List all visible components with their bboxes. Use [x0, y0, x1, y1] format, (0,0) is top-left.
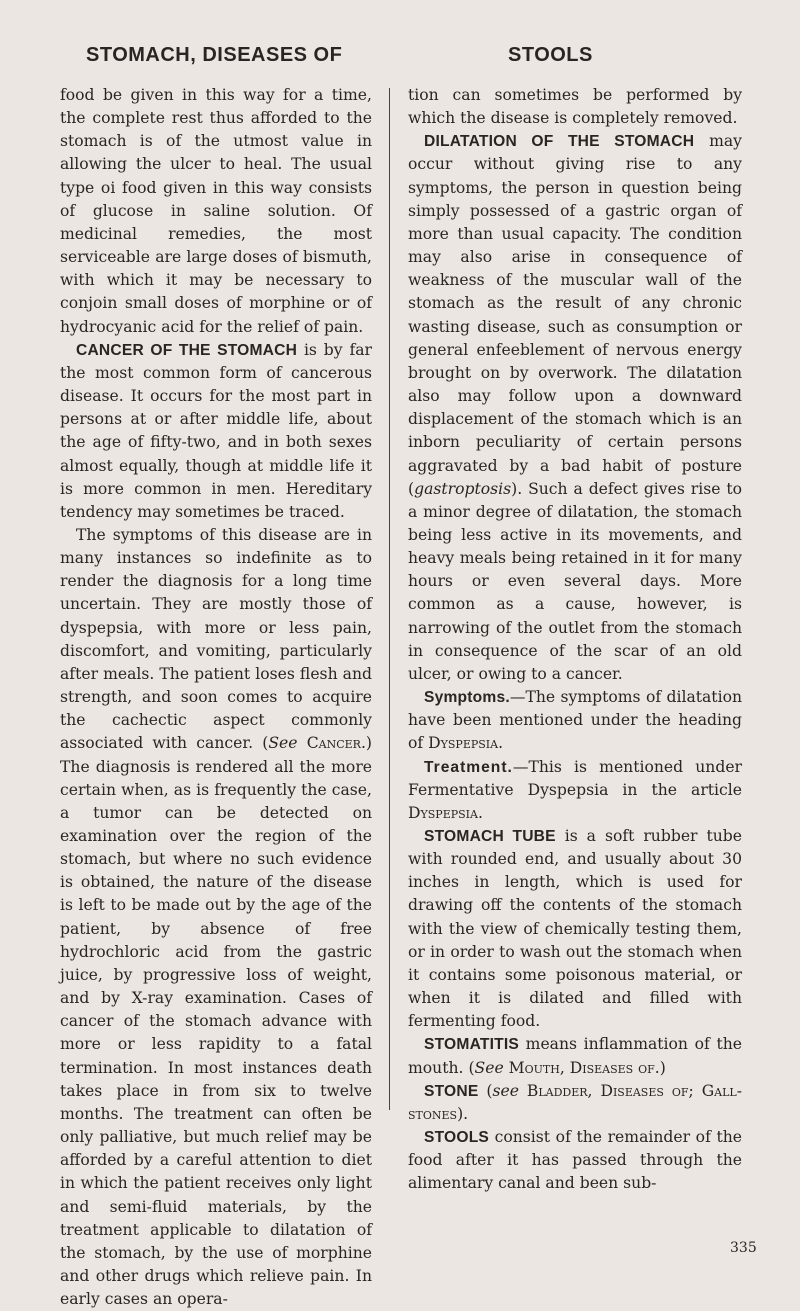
- entry-cancer-of-the-stomach: [60, 339, 372, 524]
- entry-stomatitis: [408, 1033, 742, 1079]
- entry-heading-stone: STONE: [424, 1082, 479, 1100]
- punctuation: ).: [457, 1104, 469, 1123]
- entry-dilatation-of-the-stomach: [408, 130, 742, 686]
- right-column: [408, 84, 742, 1196]
- see-label: See: [268, 734, 298, 753]
- running-head-right: STOOLS: [508, 44, 593, 66]
- entry-heading-stomach-tube: STOMACH TUBE: [424, 828, 556, 845]
- entry-text-cancer: is by far the most common form of cancerous disease. It occurs for the most part in persons at or after middle life, about the age of fifty-two, and in both sexes almost equally, though at middle life it is more common in men. Hereditary tendency may sometimes be traced.: [60, 340, 372, 521]
- entry-heading-dilatation: DILATATION OF THE STOMACH: [424, 133, 695, 151]
- entry-text-stomatitis: means inflammation of the mouth. (: [408, 1035, 742, 1077]
- text-cancer-symptoms: The symptoms of this disease are in many instances so indefinite as to render the diagnosis for a long time uncertain. They are mostly those of dyspepsia, with more or less pain, discomfort, and vomiting, particularly after meals. The patient loses flesh and strength, and soon comes to acquire the cachectic aspect commonly associated with cancer. (: [60, 525, 372, 753]
- subheading-symptoms: Symptoms.: [424, 689, 510, 707]
- running-head-left: STOMACH, DISEASES OF: [86, 44, 343, 66]
- entry-text-stomach-tube: is a soft rubber tube with rounded end, and usually about 30 inches in length, which is used for drawing off the contents of the stomach with the view of chemically testing them, or in order to wash out the stomach when it contains some poisonous material, or when it is dilated and filled with fermenting food.: [408, 827, 742, 1031]
- punctuation: .: [477, 803, 483, 822]
- column-divider: [389, 88, 390, 1110]
- text-symptoms: —The symptoms of dilatation have been mentioned under the heading of: [408, 688, 742, 753]
- cross-reference-dyspepsia: Dyspepsia: [428, 734, 499, 753]
- text-treatment: —This is mentioned under Fermentative Dyspepsia in the article: [408, 757, 742, 799]
- cross-reference-dyspepsia-2: Dyspepsia: [408, 803, 478, 822]
- running-head: [0, 44, 800, 74]
- entry-stone: [408, 1080, 742, 1126]
- paragraph-ulcer-treatment: food be given in this way for a time, the complete rest thus afforded to the stomach is of the utmost value in allowing the ulcer to heal. The usual type oi food given in this way consists of glucose in saline solution. Of medicinal remedies, the most serviceable are large doses of bismuth, with which it may be necessary to conjoin small doses of morphine or of hydrocyanic acid for the relief of pain.: [60, 86, 372, 336]
- paragraph-operation: tion can sometimes be performed by which the disease is completely removed.: [408, 86, 742, 128]
- term-gastroptosis: gastroptosis: [414, 479, 512, 498]
- see-label: See: [474, 1058, 504, 1077]
- cross-reference-bladder-gallstones: Bladder, Diseases of; Gall-stones: [408, 1081, 742, 1123]
- paragraph-cancer-symptoms: [60, 524, 372, 1311]
- entry-text-dilatation-2: ). Such a defect gives rise to a minor degree of dilatation, the stomach being less active in its movements, and heavy meals being retained in it for many hours or even several days. More common as a cause, however, is narrowing of the outlet from the stomach in consequence of the scar of an old ulcer, or owing to a cancer.: [408, 479, 742, 683]
- subentry-treatment: [408, 756, 742, 825]
- page-number: 335: [730, 1240, 757, 1256]
- subentry-symptoms: [408, 686, 742, 755]
- cross-reference-mouth: Mouth, Diseases of: [503, 1058, 655, 1077]
- punctuation: (: [478, 1081, 493, 1100]
- left-column: [60, 84, 372, 1311]
- entry-heading-stools: STOOLS: [424, 1129, 490, 1147]
- entry-stomach-tube: [408, 825, 742, 1033]
- cross-reference-cancer: Cancer: [297, 734, 361, 753]
- subheading-treatment: Treatment.: [424, 758, 513, 776]
- entry-text-stools: consist of the remainder of the food after it has passed through the alimentary canal and been sub-: [408, 1128, 742, 1193]
- punctuation: .): [654, 1058, 666, 1077]
- entry-text-dilatation: may occur without giving rise to any symptoms, the person in question being simply possessed of a gastric organ of more than usual capacity. The condition may also arise in consequence of weakness of the muscular wall of the stomach as the result of any chronic wasting disease, such as consumption or general enfeeblement of nervous energy brought on by overwork. The dilatation also may follow upon a downward displacement of the stomach which is an inborn peculiarity of certain persons aggravated by a bad habit of posture (: [408, 132, 742, 498]
- entry-heading-stomatitis: STOMATITIS: [424, 1036, 519, 1054]
- see-label: see: [492, 1081, 519, 1100]
- text-cancer-diagnosis: .) The diagnosis is rendered all the more certain when, as is frequently the case, a tumor can be detected on examination over the region of the stomach, but where no such evidence is obtained, the nature of the disease is left to be made out by the age of the patient, by absence of free hydrochloric acid from the gastric juice, by progressive loss of weight, and by X-ray examination. Cases of cancer of the stomach advance with more or less rapidity to a fatal termination. In most instances death takes place in from six to twelve months. The treatment can often be only palliative, but much relief may be afforded by a careful attention to diet in which the patient receives only light and semi-fluid materials, by the treatment applicable to dilatation of the stomach, by the use of morphine and other drugs which relieve pain. In early cases an opera-: [60, 734, 373, 1309]
- entry-heading-cancer: CANCER OF THE STOMACH: [76, 341, 298, 359]
- punctuation: .: [498, 734, 504, 753]
- entry-stools: [408, 1126, 742, 1195]
